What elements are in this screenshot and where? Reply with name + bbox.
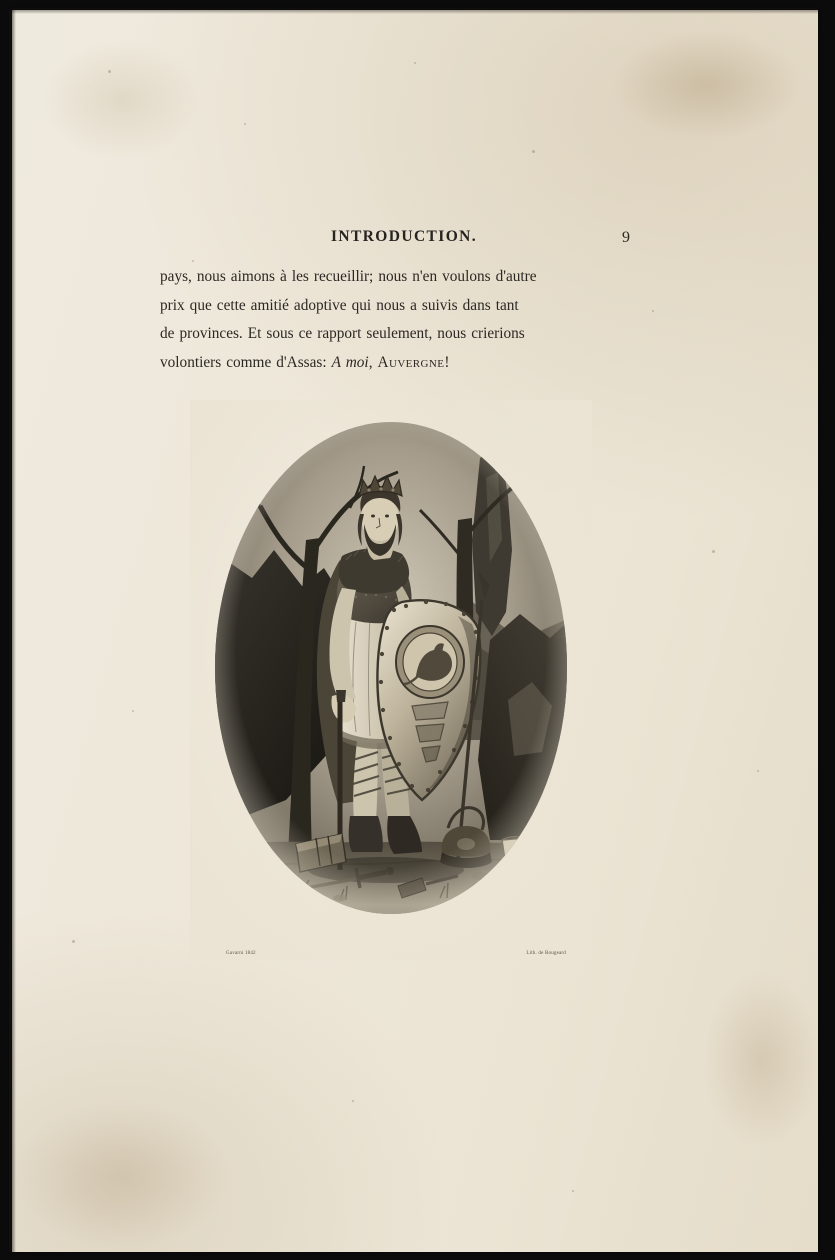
paper-speck [652,310,654,312]
paper-speck [757,770,759,772]
running-head: INTRODUCTION. [330,228,478,245]
page-header [160,228,630,254]
paper-stain [702,970,822,1150]
engraving-illustration [190,400,592,960]
paper-page [12,10,818,1252]
text-block [160,228,630,378]
body-line-final [160,350,630,376]
body-line: pays, nous aimons à les recueillir; nous n'en voulons d'autre [160,268,537,285]
paper-speck [532,150,535,153]
paper-stain [42,40,202,160]
page-number: 9 [622,229,630,246]
plate-signature-right: Lith. de Bougeard [526,951,566,956]
paper-stain [12,1100,232,1250]
paper-speck [72,940,75,943]
paper-stain [612,30,802,140]
body-text [160,264,630,375]
paper-speck [132,710,134,712]
plate-vignette [190,400,592,960]
body-comma: , [368,353,378,371]
body-exclamation: ! [444,353,450,371]
body-line-text: volontiers comme d'Assas: [160,353,327,371]
paper-speck [572,1190,574,1192]
body-italic-phrase: A moi [331,353,369,371]
paper-speck [712,550,715,553]
paper-speck [352,1100,354,1102]
body-smallcaps-word: Auvergne [377,353,445,371]
paper-speck [244,123,246,125]
paper-speck [414,62,416,64]
paper-speck [108,70,111,73]
body-line: de provinces. Et sous ce rapport seulement, nous crierions [160,325,525,342]
plate-signature-left: Gavarni 1842 [226,951,256,956]
engraving-plate [190,400,592,960]
body-line: prix que cette amitié adoptive qui nous a suivis dans tant [160,296,519,314]
